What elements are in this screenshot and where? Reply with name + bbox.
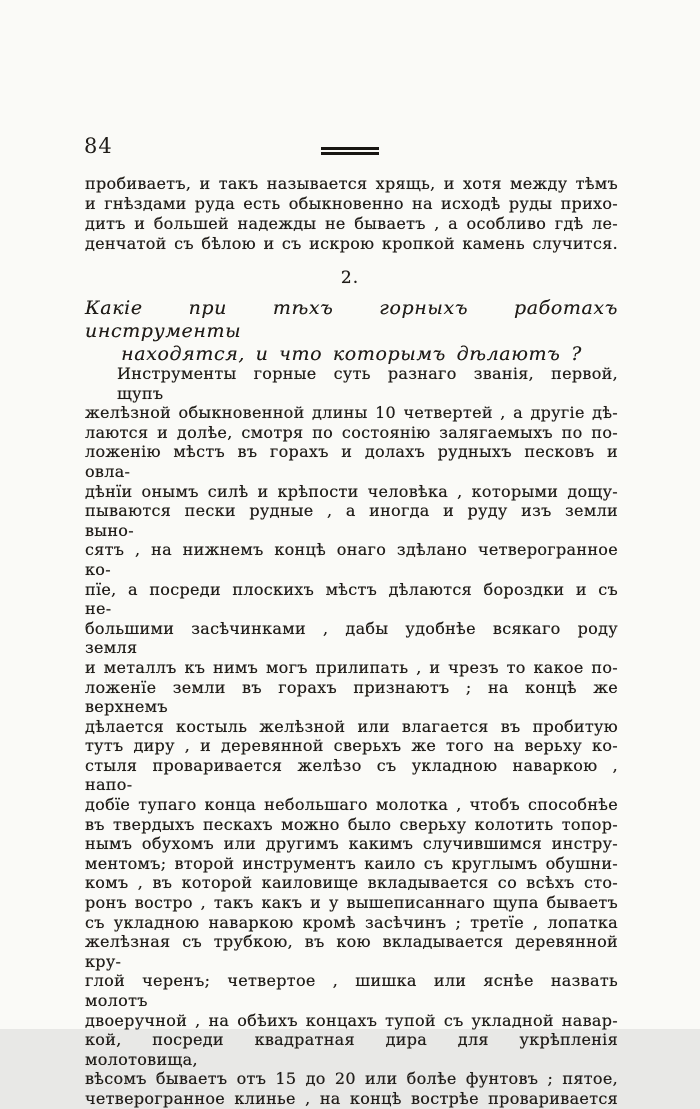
text-line: лаются и долѣе, смотря по состоянію залягаемыхъ по по- (85, 422, 618, 442)
text-line: четверогранное клинье , на концѣ вострѣе проваривается (85, 1088, 618, 1108)
text-line: сятъ , на нижнемъ концѣ онаго здѣлано четверогранное ко- (85, 540, 618, 579)
text-line: дѣлается костыль желѣзной или влагается въ пробитую (85, 716, 618, 736)
text-line: дѣнїи онымъ силѣ и крѣпости человѣка , которыми дощу- (85, 481, 618, 501)
text-line: большими засѣчинками , дабы удобнѣе всякаго роду земля (85, 618, 618, 658)
text-line: въ твердыхъ пескахъ можно было сверьху колотить топор- (85, 814, 618, 834)
paragraph-continuation (85, 174, 618, 254)
text-line: ложенїе земли въ горахъ признаютъ ; на концѣ же верхнемъ (85, 677, 618, 717)
text-line: вѣсомъ бываетъ отъ 15 до 20 или болѣе фунтовъ ; пятое, (85, 1069, 618, 1089)
text-line: желѣзной обыкновенной длины 10 четвертей , а другіе дѣ- (85, 403, 618, 423)
text-line: нымъ обухомъ или другимъ какимъ случившимся инстру- (85, 834, 618, 854)
text-line: ронъ востро , такъ какъ и у вышеписаннаго щупа бываетъ (85, 893, 618, 913)
text-line: пываются пески рудные , а иногда и руду изъ земли выно- (85, 501, 618, 540)
text-line: кой, посреди квадратная дира для укрѣпленія молотовища, (85, 1030, 618, 1069)
divider-top-rule (321, 147, 379, 150)
text-line: тутъ диру , и деревянной сверьхъ же того на верьху ко- (85, 736, 618, 756)
text-line: денчатой съ бѣлою и съ искрою кропкой камень случится. (85, 234, 618, 253)
text-line: глой черенъ; четвертое , шишка или яснѣе назвать молотъ (85, 971, 618, 1010)
text-line: Инструменты горные суть разнаго званія, первой, щупъ (117, 364, 618, 403)
text-line: дитъ и большей надежды не бываетъ , а особливо гдѣ ле- (85, 214, 618, 233)
text-line: находятся, и что которымъ дѣлаютъ ? (121, 343, 582, 365)
section-heading (85, 297, 618, 366)
text-line: Какіе при тѣхъ горныхъ работахъ инструменты (85, 297, 618, 342)
section-divider-rule (321, 147, 379, 155)
text-line: пробиваетъ, и такъ называется хрящь, и хотя между тѣмъ (85, 174, 618, 193)
text-line: съ укладною наваркою кромѣ засѣчинъ ; третїе , лопатка (85, 912, 618, 932)
text-line: ментомъ; второй инструментъ каило съ круглымъ обушни- (85, 853, 618, 873)
section-number: 2. (340, 268, 360, 288)
paragraph-body (85, 364, 618, 1109)
text-line: ложенію мѣстъ въ горахъ и долахъ рудныхъ песковъ и овла- (85, 442, 618, 481)
page-number: 84 (84, 134, 113, 158)
text-line: стыля проваривается желѣзо съ укладною наваркою , напо- (85, 755, 618, 795)
text-line: и гнѣздами руда есть обыкновенно на исходѣ руды прихо- (85, 194, 618, 213)
text-line: комъ , въ которой каиловище вкладывается со всѣхъ сто- (85, 873, 618, 893)
text-line: желѣзная съ трубкою, въ кою вкладывается деревянной кру- (85, 932, 618, 971)
text-line: пїе, а посреди плоскихъ мѣстъ дѣлаются бороздки и съ не- (85, 579, 618, 619)
text-line: добїе тупаго конца небольшаго молотка , чтобъ способнѣе (85, 795, 618, 815)
text-line: и металлъ къ нимъ могъ прилипать , и чрезъ то какое по- (85, 657, 618, 677)
divider-bottom-rule (321, 152, 379, 155)
text-line: двоеручной , на обѣихъ концахъ тупой съ укладной навар- (85, 1010, 618, 1030)
